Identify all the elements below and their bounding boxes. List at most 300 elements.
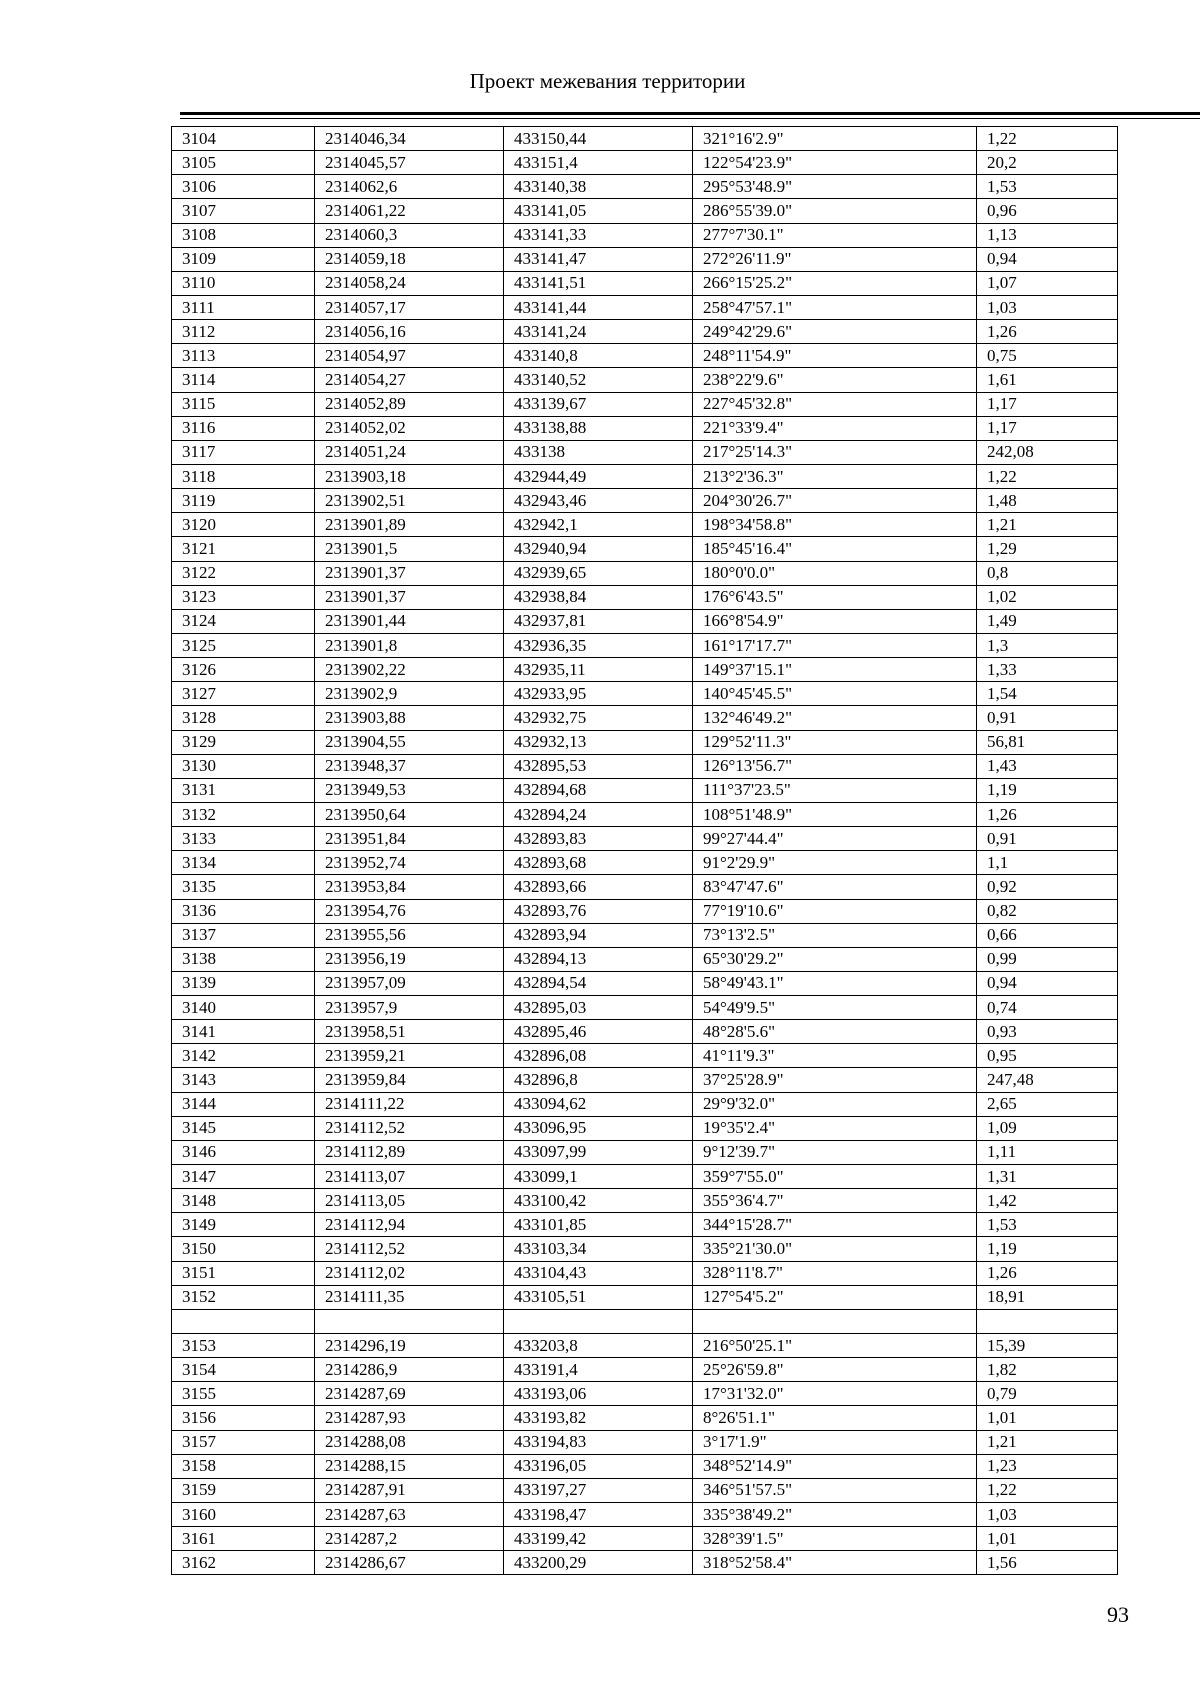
direction-angle-cell [693, 1309, 977, 1333]
direction-angle-cell: 91°2'29.9" [693, 851, 977, 875]
point-number-cell [172, 1309, 315, 1333]
point-number-cell: 3149 [172, 1213, 315, 1237]
table-row [172, 127, 1118, 151]
direction-angle-cell: 295°53'48.9" [693, 175, 977, 199]
point-number-cell: 3159 [172, 1478, 315, 1502]
page-title: Проект межевания территории [469, 69, 746, 93]
distance-cell: 1,31 [977, 1165, 1118, 1189]
table-row [172, 996, 1118, 1020]
x-coordinate-cell: 2314113,07 [315, 1165, 504, 1189]
point-number-cell: 3108 [172, 223, 315, 247]
y-coordinate-cell: 433139,67 [504, 392, 693, 416]
direction-angle-cell: 122°54'23.9" [693, 151, 977, 175]
direction-angle-cell: 176°6'43.5" [693, 585, 977, 609]
direction-angle-cell: 180°0'0.0" [693, 561, 977, 585]
y-coordinate-cell: 432893,68 [504, 851, 693, 875]
x-coordinate-cell: 2313954,76 [315, 899, 504, 923]
direction-angle-cell: 111°37'23.5" [693, 778, 977, 802]
y-coordinate-cell: 432942,1 [504, 513, 693, 537]
x-coordinate-cell [315, 1309, 504, 1333]
table-row [172, 730, 1118, 754]
direction-angle-cell: 286°55'39.0" [693, 199, 977, 223]
distance-cell: 0,79 [977, 1382, 1118, 1406]
x-coordinate-cell: 2314052,89 [315, 392, 504, 416]
y-coordinate-cell: 432895,03 [504, 996, 693, 1020]
y-coordinate-cell: 432893,83 [504, 827, 693, 851]
direction-angle-cell: 217°25'14.3" [693, 440, 977, 464]
point-number-cell: 3139 [172, 971, 315, 995]
table-row [172, 1116, 1118, 1140]
point-number-cell: 3143 [172, 1068, 315, 1092]
direction-angle-cell: 335°38'49.2" [693, 1503, 977, 1527]
table-row [172, 827, 1118, 851]
y-coordinate-cell: 432938,84 [504, 585, 693, 609]
table-row [172, 1503, 1118, 1527]
distance-cell: 56,81 [977, 730, 1118, 754]
direction-angle-cell: 73°13'2.5" [693, 923, 977, 947]
x-coordinate-cell: 2314112,02 [315, 1261, 504, 1285]
distance-cell: 0,82 [977, 899, 1118, 923]
distance-cell: 242,08 [977, 440, 1118, 464]
y-coordinate-cell: 433141,05 [504, 199, 693, 223]
x-coordinate-cell: 2314058,24 [315, 271, 504, 295]
y-coordinate-cell: 433197,27 [504, 1478, 693, 1502]
distance-cell: 20,2 [977, 151, 1118, 175]
y-coordinate-cell: 432893,66 [504, 875, 693, 899]
table-row [172, 1068, 1118, 1092]
distance-cell: 0,94 [977, 247, 1118, 271]
x-coordinate-cell: 2314062,6 [315, 175, 504, 199]
direction-angle-cell: 19°35'2.4" [693, 1116, 977, 1140]
x-coordinate-cell: 2313953,84 [315, 875, 504, 899]
x-coordinate-cell: 2314287,91 [315, 1478, 504, 1502]
direction-angle-cell: 213°2'36.3" [693, 464, 977, 488]
y-coordinate-cell: 433203,8 [504, 1334, 693, 1358]
point-number-cell: 3114 [172, 368, 315, 392]
point-number-cell: 3153 [172, 1334, 315, 1358]
table-row [172, 440, 1118, 464]
x-coordinate-cell: 2314111,22 [315, 1092, 504, 1116]
y-coordinate-cell: 432932,75 [504, 706, 693, 730]
point-number-cell: 3112 [172, 320, 315, 344]
table-row [172, 899, 1118, 923]
y-coordinate-cell: 433199,42 [504, 1527, 693, 1551]
distance-cell: 1,43 [977, 754, 1118, 778]
table-row [172, 875, 1118, 899]
x-coordinate-cell: 2313901,8 [315, 633, 504, 657]
point-number-cell: 3119 [172, 489, 315, 513]
table-row [172, 682, 1118, 706]
direction-angle-cell: 266°15'25.2" [693, 271, 977, 295]
y-coordinate-cell: 433101,85 [504, 1213, 693, 1237]
direction-angle-cell: 248°11'54.9" [693, 344, 977, 368]
distance-cell: 1,42 [977, 1189, 1118, 1213]
x-coordinate-cell: 2314296,19 [315, 1334, 504, 1358]
distance-cell: 1,19 [977, 778, 1118, 802]
table-row [172, 1527, 1118, 1551]
direction-angle-cell: 328°11'8.7" [693, 1261, 977, 1285]
direction-angle-cell: 127°54'5.2" [693, 1285, 977, 1309]
x-coordinate-cell: 2314287,69 [315, 1382, 504, 1406]
table-row [172, 971, 1118, 995]
distance-cell: 1,17 [977, 416, 1118, 440]
y-coordinate-cell: 432894,13 [504, 947, 693, 971]
x-coordinate-cell: 2314046,34 [315, 127, 504, 151]
x-coordinate-cell: 2314057,17 [315, 295, 504, 319]
table-row [172, 609, 1118, 633]
distance-cell: 0,94 [977, 971, 1118, 995]
x-coordinate-cell: 2314054,27 [315, 368, 504, 392]
point-number-cell: 3148 [172, 1189, 315, 1213]
y-coordinate-cell: 432933,95 [504, 682, 693, 706]
distance-cell: 1,56 [977, 1551, 1118, 1575]
distance-cell: 1,17 [977, 392, 1118, 416]
distance-cell: 1,53 [977, 175, 1118, 199]
x-coordinate-cell: 2313904,55 [315, 730, 504, 754]
table-row [172, 489, 1118, 513]
y-coordinate-cell: 433193,82 [504, 1406, 693, 1430]
point-number-cell: 3105 [172, 151, 315, 175]
table-row [172, 1140, 1118, 1164]
y-coordinate-cell: 432894,54 [504, 971, 693, 995]
table-row [172, 295, 1118, 319]
x-coordinate-cell: 2313901,37 [315, 561, 504, 585]
direction-angle-cell: 227°45'32.8" [693, 392, 977, 416]
direction-angle-cell: 359°7'55.0" [693, 1165, 977, 1189]
y-coordinate-cell: 433100,42 [504, 1189, 693, 1213]
table-row [172, 1261, 1118, 1285]
y-coordinate-cell: 432940,94 [504, 537, 693, 561]
table-row [172, 585, 1118, 609]
x-coordinate-cell: 2313901,37 [315, 585, 504, 609]
x-coordinate-cell: 2313902,22 [315, 658, 504, 682]
y-coordinate-cell: 432935,11 [504, 658, 693, 682]
point-number-cell: 3140 [172, 996, 315, 1020]
distance-cell: 1,01 [977, 1406, 1118, 1430]
point-number-cell: 3136 [172, 899, 315, 923]
y-coordinate-cell: 433140,52 [504, 368, 693, 392]
direction-angle-cell: 129°52'11.3" [693, 730, 977, 754]
y-coordinate-cell [504, 1309, 693, 1333]
direction-angle-cell: 277°7'30.1" [693, 223, 977, 247]
distance-cell: 1,26 [977, 320, 1118, 344]
point-number-cell: 3150 [172, 1237, 315, 1261]
point-number-cell: 3135 [172, 875, 315, 899]
x-coordinate-cell: 2314060,3 [315, 223, 504, 247]
direction-angle-cell: 198°34'58.8" [693, 513, 977, 537]
distance-cell: 1,22 [977, 127, 1118, 151]
table-row [172, 320, 1118, 344]
point-number-cell: 3137 [172, 923, 315, 947]
y-coordinate-cell: 432894,68 [504, 778, 693, 802]
x-coordinate-cell: 2314288,15 [315, 1454, 504, 1478]
table-row [172, 947, 1118, 971]
point-number-cell: 3109 [172, 247, 315, 271]
coordinates-table [171, 126, 1118, 1575]
table-row [172, 754, 1118, 778]
y-coordinate-cell: 433191,4 [504, 1358, 693, 1382]
point-number-cell: 3138 [172, 947, 315, 971]
y-coordinate-cell: 432895,46 [504, 1020, 693, 1044]
distance-cell [977, 1309, 1118, 1333]
table-row [172, 199, 1118, 223]
x-coordinate-cell: 2313901,44 [315, 609, 504, 633]
direction-angle-cell: 249°42'29.6" [693, 320, 977, 344]
table-row [172, 1430, 1118, 1454]
direction-angle-cell: 149°37'15.1" [693, 658, 977, 682]
x-coordinate-cell: 2313955,56 [315, 923, 504, 947]
point-number-cell: 3158 [172, 1454, 315, 1478]
x-coordinate-cell: 2313958,51 [315, 1020, 504, 1044]
distance-cell: 0,74 [977, 996, 1118, 1020]
x-coordinate-cell: 2314112,52 [315, 1116, 504, 1140]
x-coordinate-cell: 2314286,9 [315, 1358, 504, 1382]
point-number-cell: 3122 [172, 561, 315, 585]
point-number-cell: 3129 [172, 730, 315, 754]
point-number-cell: 3126 [172, 658, 315, 682]
table-row [172, 392, 1118, 416]
direction-angle-cell: 132°46'49.2" [693, 706, 977, 730]
table-row [172, 368, 1118, 392]
distance-cell: 1,13 [977, 223, 1118, 247]
y-coordinate-cell: 433140,38 [504, 175, 693, 199]
point-number-cell: 3162 [172, 1551, 315, 1575]
x-coordinate-cell: 2313903,88 [315, 706, 504, 730]
direction-angle-cell: 318°52'58.4" [693, 1551, 977, 1575]
distance-cell: 1,48 [977, 489, 1118, 513]
x-coordinate-cell: 2314288,08 [315, 1430, 504, 1454]
x-coordinate-cell: 2314287,63 [315, 1503, 504, 1527]
table-row [172, 561, 1118, 585]
table-row [172, 175, 1118, 199]
y-coordinate-cell: 433104,43 [504, 1261, 693, 1285]
x-coordinate-cell: 2313902,51 [315, 489, 504, 513]
direction-angle-cell: 258°47'57.1" [693, 295, 977, 319]
distance-cell: 1,23 [977, 1454, 1118, 1478]
y-coordinate-cell: 433151,4 [504, 151, 693, 175]
y-coordinate-cell: 433140,8 [504, 344, 693, 368]
y-coordinate-cell: 433099,1 [504, 1165, 693, 1189]
distance-cell: 0,99 [977, 947, 1118, 971]
x-coordinate-cell: 2314059,18 [315, 247, 504, 271]
y-coordinate-cell: 433138 [504, 440, 693, 464]
direction-angle-cell: 335°21'30.0" [693, 1237, 977, 1261]
distance-cell: 18,91 [977, 1285, 1118, 1309]
direction-angle-cell: 166°8'54.9" [693, 609, 977, 633]
distance-cell: 2,65 [977, 1092, 1118, 1116]
distance-cell: 0,95 [977, 1044, 1118, 1068]
table-row [172, 1020, 1118, 1044]
table-row [172, 1406, 1118, 1430]
direction-angle-cell: 65°30'29.2" [693, 947, 977, 971]
y-coordinate-cell: 433141,44 [504, 295, 693, 319]
y-coordinate-cell: 432939,65 [504, 561, 693, 585]
x-coordinate-cell: 2313950,64 [315, 802, 504, 826]
table-row [172, 851, 1118, 875]
table-row [172, 151, 1118, 175]
point-number-cell: 3125 [172, 633, 315, 657]
distance-cell: 247,48 [977, 1068, 1118, 1092]
y-coordinate-cell: 433141,51 [504, 271, 693, 295]
y-coordinate-cell: 432893,76 [504, 899, 693, 923]
x-coordinate-cell: 2314112,52 [315, 1237, 504, 1261]
y-coordinate-cell: 432936,35 [504, 633, 693, 657]
y-coordinate-cell: 433105,51 [504, 1285, 693, 1309]
direction-angle-cell: 99°27'44.4" [693, 827, 977, 851]
table-row [172, 1334, 1118, 1358]
distance-cell: 1,21 [977, 513, 1118, 537]
point-number-cell: 3123 [172, 585, 315, 609]
y-coordinate-cell: 432943,46 [504, 489, 693, 513]
point-number-cell: 3132 [172, 802, 315, 826]
distance-cell: 1,07 [977, 271, 1118, 295]
table-row [172, 1382, 1118, 1406]
point-number-cell: 3142 [172, 1044, 315, 1068]
table-row [172, 1165, 1118, 1189]
x-coordinate-cell: 2313903,18 [315, 464, 504, 488]
y-coordinate-cell: 432896,8 [504, 1068, 693, 1092]
point-number-cell: 3115 [172, 392, 315, 416]
table-row [172, 1213, 1118, 1237]
direction-angle-cell: 48°28'5.6" [693, 1020, 977, 1044]
table-row [172, 537, 1118, 561]
x-coordinate-cell: 2313951,84 [315, 827, 504, 851]
distance-cell: 0,91 [977, 827, 1118, 851]
y-coordinate-cell: 432894,24 [504, 802, 693, 826]
direction-angle-cell: 8°26'51.1" [693, 1406, 977, 1430]
distance-cell: 1,33 [977, 658, 1118, 682]
point-number-cell: 3113 [172, 344, 315, 368]
page-number: 93 [1107, 1602, 1129, 1627]
direction-angle-cell: 185°45'16.4" [693, 537, 977, 561]
point-number-cell: 3141 [172, 1020, 315, 1044]
distance-cell: 1,61 [977, 368, 1118, 392]
x-coordinate-cell: 2314112,94 [315, 1213, 504, 1237]
direction-angle-cell: 3°17'1.9" [693, 1430, 977, 1454]
distance-cell: 1,3 [977, 633, 1118, 657]
direction-angle-cell: 29°9'32.0" [693, 1092, 977, 1116]
table-row [172, 247, 1118, 271]
distance-cell: 0,8 [977, 561, 1118, 585]
point-number-cell: 3156 [172, 1406, 315, 1430]
point-number-cell: 3144 [172, 1092, 315, 1116]
direction-angle-cell: 25°26'59.8" [693, 1358, 977, 1382]
distance-cell: 1,02 [977, 585, 1118, 609]
distance-cell: 0,66 [977, 923, 1118, 947]
distance-cell: 1,22 [977, 464, 1118, 488]
point-number-cell: 3161 [172, 1527, 315, 1551]
y-coordinate-cell: 433094,62 [504, 1092, 693, 1116]
direction-angle-cell: 140°45'45.5" [693, 682, 977, 706]
distance-cell: 1,26 [977, 802, 1118, 826]
x-coordinate-cell: 2314112,89 [315, 1140, 504, 1164]
y-coordinate-cell: 433103,34 [504, 1237, 693, 1261]
direction-angle-cell: 83°47'47.6" [693, 875, 977, 899]
point-number-cell: 3117 [172, 440, 315, 464]
y-coordinate-cell: 432895,53 [504, 754, 693, 778]
x-coordinate-cell: 2314061,22 [315, 199, 504, 223]
point-number-cell: 3157 [172, 1430, 315, 1454]
y-coordinate-cell: 432944,49 [504, 464, 693, 488]
distance-cell: 1,03 [977, 1503, 1118, 1527]
point-number-cell: 3146 [172, 1140, 315, 1164]
y-coordinate-cell: 433198,47 [504, 1503, 693, 1527]
direction-angle-cell: 17°31'32.0" [693, 1382, 977, 1406]
direction-angle-cell: 108°51'48.9" [693, 802, 977, 826]
y-coordinate-cell: 433097,99 [504, 1140, 693, 1164]
table-row [172, 778, 1118, 802]
direction-angle-cell: 161°17'17.7" [693, 633, 977, 657]
y-coordinate-cell: 433150,44 [504, 127, 693, 151]
table-row [172, 1309, 1118, 1333]
y-coordinate-cell: 433141,33 [504, 223, 693, 247]
y-coordinate-cell: 433141,24 [504, 320, 693, 344]
direction-angle-cell: 54°49'9.5" [693, 996, 977, 1020]
x-coordinate-cell: 2313901,89 [315, 513, 504, 537]
point-number-cell: 3147 [172, 1165, 315, 1189]
y-coordinate-cell: 432937,81 [504, 609, 693, 633]
distance-cell: 1,26 [977, 1261, 1118, 1285]
x-coordinate-cell: 2314045,57 [315, 151, 504, 175]
x-coordinate-cell: 2313952,74 [315, 851, 504, 875]
distance-cell: 1,1 [977, 851, 1118, 875]
point-number-cell: 3154 [172, 1358, 315, 1382]
point-number-cell: 3160 [172, 1503, 315, 1527]
point-number-cell: 3120 [172, 513, 315, 537]
point-number-cell: 3127 [172, 682, 315, 706]
y-coordinate-cell: 433200,29 [504, 1551, 693, 1575]
distance-cell: 1,03 [977, 295, 1118, 319]
y-coordinate-cell: 433193,06 [504, 1382, 693, 1406]
point-number-cell: 3152 [172, 1285, 315, 1309]
point-number-cell: 3118 [172, 464, 315, 488]
distance-cell: 0,93 [977, 1020, 1118, 1044]
x-coordinate-cell: 2313948,37 [315, 754, 504, 778]
table-row [172, 923, 1118, 947]
direction-angle-cell: 238°22'9.6" [693, 368, 977, 392]
direction-angle-cell: 272°26'11.9" [693, 247, 977, 271]
distance-cell: 0,96 [977, 199, 1118, 223]
direction-angle-cell: 348°52'14.9" [693, 1454, 977, 1478]
table-row [172, 706, 1118, 730]
point-number-cell: 3128 [172, 706, 315, 730]
distance-cell: 1,54 [977, 682, 1118, 706]
point-number-cell: 3104 [172, 127, 315, 151]
x-coordinate-cell: 2314052,02 [315, 416, 504, 440]
distance-cell: 1,29 [977, 537, 1118, 561]
y-coordinate-cell: 433196,05 [504, 1454, 693, 1478]
distance-cell: 1,19 [977, 1237, 1118, 1261]
distance-cell: 1,53 [977, 1213, 1118, 1237]
y-coordinate-cell: 433141,47 [504, 247, 693, 271]
direction-angle-cell: 37°25'28.9" [693, 1068, 977, 1092]
point-number-cell: 3106 [172, 175, 315, 199]
x-coordinate-cell: 2313902,9 [315, 682, 504, 706]
table-row [172, 802, 1118, 826]
point-number-cell: 3116 [172, 416, 315, 440]
direction-angle-cell: 346°51'57.5" [693, 1478, 977, 1502]
direction-angle-cell: 216°50'25.1" [693, 1334, 977, 1358]
distance-cell: 0,91 [977, 706, 1118, 730]
y-coordinate-cell: 433096,95 [504, 1116, 693, 1140]
point-number-cell: 3130 [172, 754, 315, 778]
x-coordinate-cell: 2313957,9 [315, 996, 504, 1020]
point-number-cell: 3110 [172, 271, 315, 295]
x-coordinate-cell: 2313949,53 [315, 778, 504, 802]
direction-angle-cell: 9°12'39.7" [693, 1140, 977, 1164]
coordinates-table-body [172, 127, 1118, 1575]
direction-angle-cell: 321°16'2.9" [693, 127, 977, 151]
